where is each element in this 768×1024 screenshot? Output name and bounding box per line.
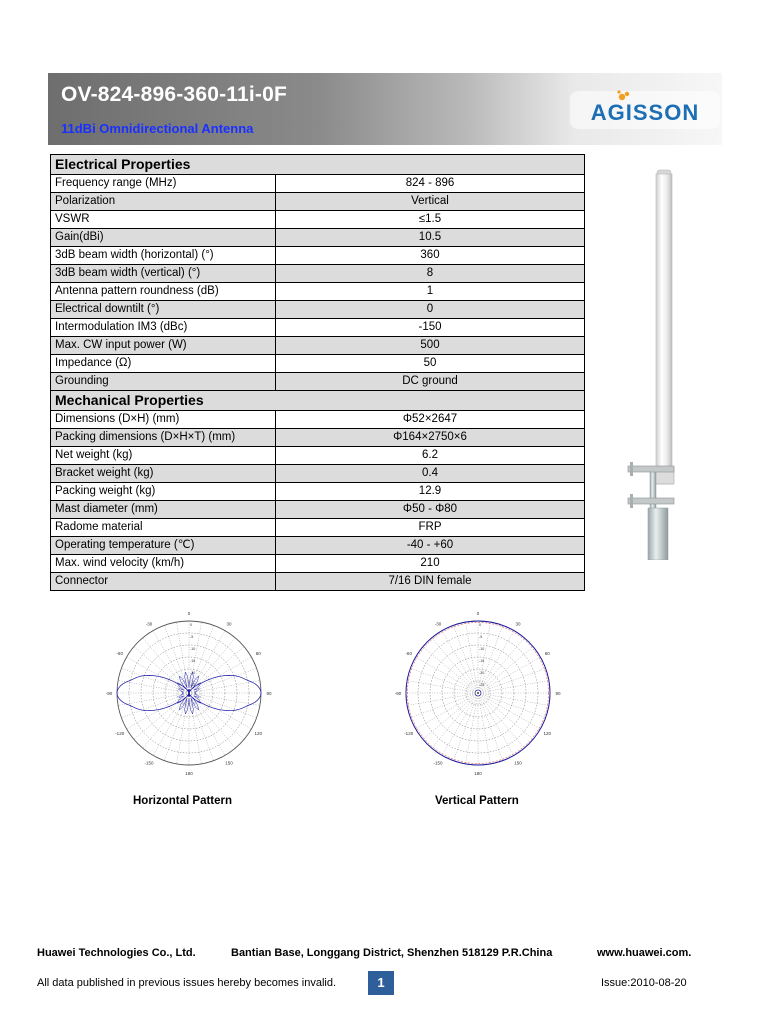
grid-spoke — [416, 657, 478, 693]
row-value: 1 — [276, 283, 585, 301]
ring-tick-label: -10 — [190, 647, 196, 651]
table-row — [51, 429, 585, 447]
row-label: Max. CW input power (W) — [51, 337, 276, 355]
row-label: 3dB beam width (horizontal) (°) — [51, 247, 276, 265]
grid-spoke — [407, 693, 478, 706]
table-row — [51, 283, 585, 301]
row-value: Vertical — [276, 193, 585, 211]
row-label: Frequency range (MHz) — [51, 175, 276, 193]
row-label: Intermodulation IM3 (dBc) — [51, 319, 276, 337]
row-value: DC ground — [276, 373, 585, 391]
grid-spoke — [189, 693, 202, 764]
svg-text:AGISSON: AGISSON — [590, 100, 700, 125]
grid-spoke — [478, 693, 514, 755]
row-label: Operating temperature (℃) — [51, 537, 276, 555]
grid-spoke — [478, 693, 549, 706]
angle-tick-label: 0 — [187, 611, 191, 616]
section-heading-text: Mechanical Properties — [51, 391, 585, 411]
ring-tick-label: 0 — [479, 623, 481, 627]
angle-tick-label: 150 — [514, 760, 522, 766]
row-value: -150 — [276, 319, 585, 337]
table-row — [51, 193, 585, 211]
row-value: 500 — [276, 337, 585, 355]
angle-tick-label: 60 — [255, 651, 261, 656]
angle-tick-label: -60 — [116, 651, 123, 656]
row-value: ≤1.5 — [276, 211, 585, 229]
table-row — [51, 301, 585, 319]
table-row — [51, 337, 585, 355]
grid-spoke — [189, 681, 260, 694]
page-number: 1 — [368, 971, 394, 995]
ring-tick-label: -20 — [190, 671, 196, 675]
table-row — [51, 519, 585, 537]
table-row — [51, 537, 585, 555]
table-row — [51, 411, 585, 429]
row-label: Packing weight (kg) — [51, 483, 276, 501]
table-row — [51, 247, 585, 265]
row-value: 360 — [276, 247, 585, 265]
row-label: Connector — [51, 573, 276, 591]
row-value: 50 — [276, 355, 585, 373]
row-value: 10.5 — [276, 229, 585, 247]
grid-spoke — [177, 693, 190, 764]
table-row — [51, 265, 585, 283]
electrical-section-heading — [51, 155, 585, 175]
specification-table — [50, 154, 585, 591]
row-label: Polarization — [51, 193, 276, 211]
row-label: Gain(dBi) — [51, 229, 276, 247]
footer-address: Bantian Base, Longgang District, Shenzhen 518129 P.R.China — [231, 947, 553, 959]
row-label: Max. wind velocity (km/h) — [51, 555, 276, 573]
row-label: Antenna pattern roundness (dB) — [51, 283, 276, 301]
angle-tick-label: 120 — [254, 731, 263, 736]
row-label: VSWR — [51, 211, 276, 229]
row-value: 210 — [276, 555, 585, 573]
angle-tick-label: -90 — [105, 691, 113, 696]
ring-tick-label: -25 — [479, 683, 485, 687]
row-value: 0.4 — [276, 465, 585, 483]
angle-tick-label: 180 — [185, 771, 193, 776]
product-model-title: OV-824-896-360-11i-0F — [61, 83, 288, 106]
angle-tick-label: -30 — [145, 621, 153, 627]
grid-spoke — [177, 622, 190, 693]
angle-tick-label: 90 — [555, 691, 561, 696]
angle-tick-label: -150 — [144, 760, 154, 766]
row-value: 6.2 — [276, 447, 585, 465]
table-row — [51, 229, 585, 247]
row-value: 0 — [276, 301, 585, 319]
table-row — [51, 573, 585, 591]
ring-tick-label: -20 — [479, 671, 485, 675]
table-row — [51, 501, 585, 519]
angle-tick-label: 150 — [225, 760, 233, 766]
vertical-pattern-chart — [392, 607, 564, 779]
product-subtitle: 11dBi Omnidirectional Antenna — [61, 121, 254, 136]
horizontal-pattern-label: Horizontal Pattern — [133, 795, 233, 807]
grid-spoke — [466, 693, 479, 764]
footer-notice: All data published in previous issues hereby becomes invalid. — [37, 977, 337, 989]
grid-spoke — [478, 657, 540, 693]
ring-tick-label: 0 — [190, 623, 192, 627]
grid-spoke — [118, 693, 189, 706]
table-row — [51, 355, 585, 373]
row-label: Mast diameter (mm) — [51, 501, 276, 519]
table-row — [51, 555, 585, 573]
angle-tick-label: 90 — [266, 691, 272, 696]
mechanical-section-heading — [51, 391, 585, 411]
grid-spoke — [478, 638, 524, 693]
section-heading-text: Electrical Properties — [51, 155, 585, 175]
ring-tick-label: -25 — [190, 683, 196, 687]
row-label: Packing dimensions (D×H×T) (mm) — [51, 429, 276, 447]
angle-tick-label: -60 — [405, 651, 412, 656]
row-value: -40 - +60 — [276, 537, 585, 555]
row-value: 824 - 896 — [276, 175, 585, 193]
row-label: Impedance (Ω) — [51, 355, 276, 373]
ring-tick-label: -5 — [479, 635, 483, 639]
row-label: Radome material — [51, 519, 276, 537]
table-row — [51, 447, 585, 465]
table-row — [51, 319, 585, 337]
ring-tick-label: -10 — [479, 647, 485, 651]
row-value: FRP — [276, 519, 585, 537]
row-value: 12.9 — [276, 483, 585, 501]
footer-company: Huawei Technologies Co., Ltd. — [37, 947, 196, 959]
header-band — [48, 73, 722, 145]
grid-spoke — [407, 681, 478, 694]
angle-tick-label: 60 — [544, 651, 550, 656]
angle-tick-label: 180 — [474, 771, 482, 776]
grid-spoke — [189, 693, 260, 706]
grid-spoke — [127, 657, 189, 693]
grid-spoke — [189, 657, 251, 693]
row-label: Grounding — [51, 373, 276, 391]
table-row — [51, 483, 585, 501]
antenna-product-image — [620, 168, 680, 560]
angle-tick-label: 30 — [226, 621, 232, 627]
row-label: Bracket weight (kg) — [51, 465, 276, 483]
vertical-pattern-label: Vertical Pattern — [435, 795, 519, 807]
table-row — [51, 465, 585, 483]
row-label: Net weight (kg) — [51, 447, 276, 465]
row-value: 8 — [276, 265, 585, 283]
grid-spoke — [118, 681, 189, 694]
angle-tick-label: -120 — [115, 731, 125, 736]
row-value: Φ52×2647 — [276, 411, 585, 429]
row-value: Φ164×2750×6 — [276, 429, 585, 447]
table-row — [51, 373, 585, 391]
ring-tick-label: -15 — [190, 659, 196, 663]
row-label: 3dB beam width (vertical) (°) — [51, 265, 276, 283]
horizontal-pattern-chart — [103, 607, 275, 779]
row-value: Φ50 - Φ80 — [276, 501, 585, 519]
angle-tick-label: 30 — [515, 621, 521, 627]
angle-tick-label: -90 — [394, 691, 402, 696]
row-label: Dimensions (D×H) (mm) — [51, 411, 276, 429]
table-row — [51, 211, 585, 229]
angle-tick-label: 0 — [476, 611, 480, 616]
ring-tick-label: -15 — [479, 659, 485, 663]
angle-tick-label: 120 — [543, 731, 552, 736]
grid-spoke — [478, 693, 491, 764]
grid-spoke — [127, 693, 189, 729]
angle-tick-label: -150 — [433, 760, 443, 766]
angle-tick-label: -120 — [404, 731, 414, 736]
table-row — [51, 175, 585, 193]
grid-spoke — [189, 638, 235, 693]
row-label: Electrical downtilt (°) — [51, 301, 276, 319]
grid-spoke — [478, 681, 549, 694]
footer-issue-date: Issue:2010-08-20 — [601, 977, 687, 989]
row-value: 7/16 DIN female — [276, 573, 585, 591]
agisson-logo — [570, 87, 720, 131]
ring-tick-label: -5 — [190, 635, 194, 639]
angle-tick-label: -30 — [434, 621, 442, 627]
footer-website: www.huawei.com. — [597, 947, 692, 959]
grid-spoke — [466, 622, 479, 693]
grid-spoke — [189, 693, 225, 755]
